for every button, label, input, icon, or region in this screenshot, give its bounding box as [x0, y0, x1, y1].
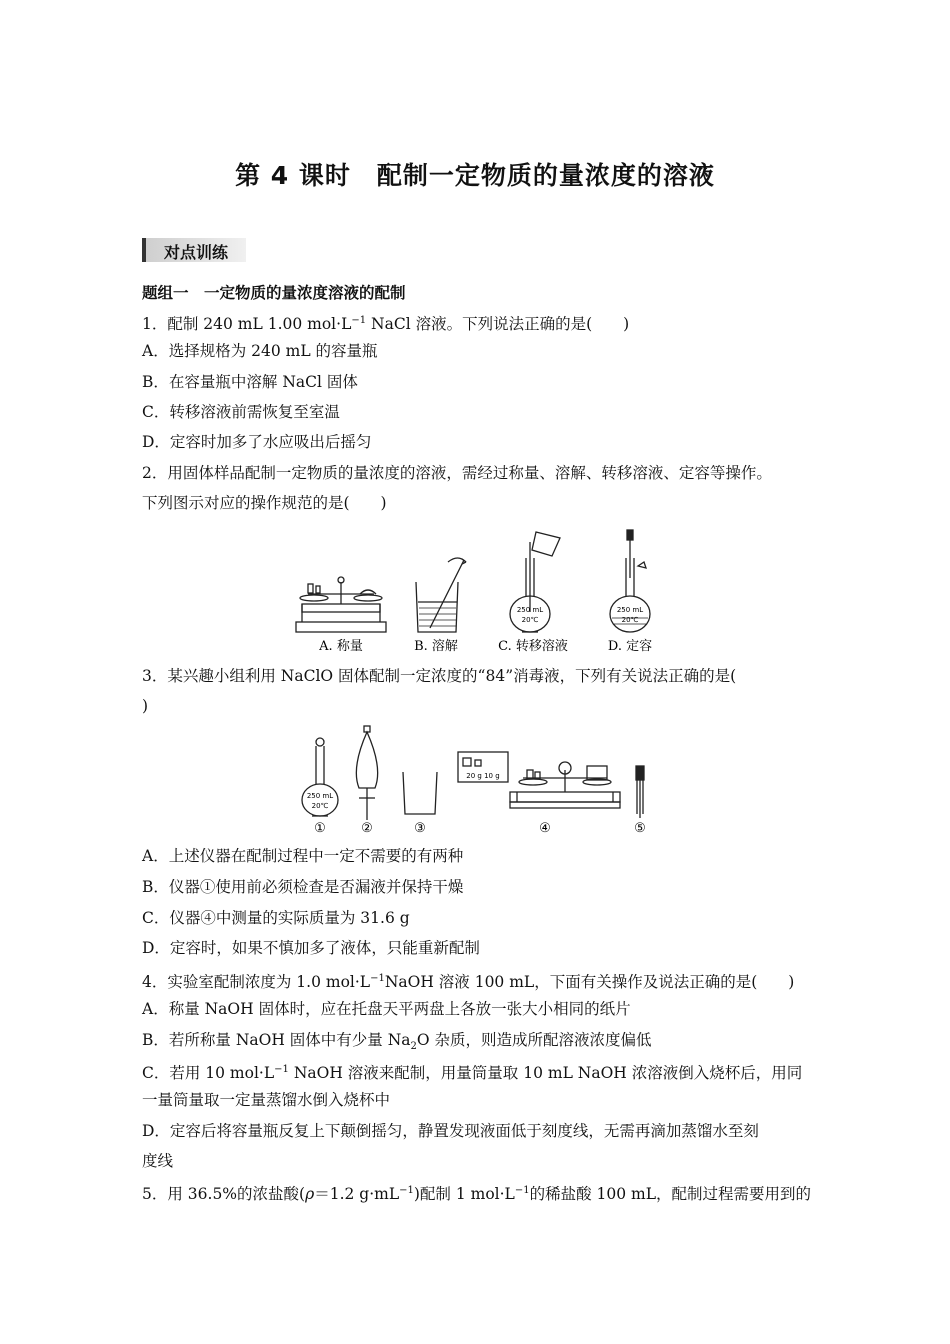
- flask-temp-c: 20℃: [521, 616, 539, 624]
- caption-a: A. 称量: [319, 639, 363, 654]
- q3-flask-label: 250 mL: [306, 792, 334, 800]
- caption-b: B. 溶解: [414, 639, 458, 654]
- flask-temp-d: 20℃: [621, 616, 639, 624]
- q1-option-b: B．在容量瓶中溶解 NaCl 固体: [142, 373, 358, 391]
- label-3: ③: [414, 821, 426, 836]
- q1-option-d: D．定容时加多了水应吸出后摇匀: [142, 433, 372, 451]
- q3-option-b: B．仪器①使用前必须检查是否漏液并保持干燥: [142, 878, 464, 896]
- dropper-icon: [636, 766, 644, 818]
- q1-option-a: A．选择规格为 240 mL 的容量瓶: [142, 342, 378, 360]
- label-1: ①: [314, 821, 326, 836]
- section-tag-label: 对点训练: [164, 243, 229, 262]
- q5-stem: 5．用 36.5%的浓盐酸(ρ＝1.2 $g\cdot mL^{-1}$)配制 1 $mol\cdot L^{-1}$的稀盐酸 100 mL，配制过程需要用到的: [142, 1185, 812, 1204]
- caption-c: C. 转移溶液: [498, 639, 568, 654]
- q4-option-d-line2: 度线: [142, 1152, 174, 1170]
- q4-option-c-line2: 一量筒量取一定量蒸馏水倒入烧杯中: [142, 1091, 391, 1109]
- q4-option-a: A．称量 NaOH 固体时，应在托盘天平两盘上各放一张大小相同的纸片: [142, 1000, 631, 1018]
- flask-label-c: 250 mL: [516, 606, 544, 614]
- q4-option-c-line1: C．若用 10 $mol\cdot L^{-1}$ NaOH 溶液来配制，用量筒量取 10 mL NaOH 浓溶液倒入烧杯后，用同: [142, 1064, 803, 1083]
- beaker-stirring-icon: [416, 558, 466, 632]
- q2-figure: [288, 522, 668, 658]
- label-2: ②: [361, 821, 373, 836]
- q2-stem-line1: 2．用固体样品配制一定物质的量浓度的溶液，需经过称量、溶解、转移溶液、定容等操作。: [142, 464, 772, 482]
- q1-stem: 1．配制 240 mL 1.00 $mol\cdot L^{-1}$ NaCl 溶液。下列说法正确的是( ): [142, 315, 630, 334]
- separatory-funnel-icon: [356, 726, 377, 820]
- balance-icon: [296, 577, 386, 632]
- q4-option-d-line1: D．定容后将容量瓶反复上下颠倒摇匀，静置发现液面低于刻度线，无需再滴加蒸馏水至刻: [142, 1122, 759, 1140]
- label-4: ④: [539, 821, 551, 836]
- q3-figure: [295, 722, 665, 840]
- q4-option-b: B．若所称量 NaOH 固体中有少量 $Na_2O$ 杂质，则造成所配溶液浓度偏低: [142, 1031, 652, 1053]
- weights-label: 20 g 10 g: [466, 772, 500, 780]
- group-heading: 题组一 一定物质的量浓度溶液的配制: [142, 284, 406, 302]
- platform-balance-icon: [458, 752, 620, 808]
- q1-option-c: C．转移溶液前需恢复至室温: [142, 403, 340, 421]
- label-5: ⑤: [634, 821, 646, 836]
- q2-stem-line2: 下列图示对应的操作规范的是( ): [142, 494, 387, 512]
- q3-option-c: C．仪器④中测量的实际质量为 31.6 g: [142, 909, 410, 927]
- q4-stem: 4．实验室配制浓度为 1.0 $mol\cdot L^{-1}NaOH$ 溶液 100 mL，下面有关操作及说法正确的是( ): [142, 973, 795, 992]
- beaker-icon: [403, 772, 437, 814]
- flask-label-d: 250 mL: [616, 606, 644, 614]
- caption-d: D. 定容: [607, 639, 653, 654]
- section-tag: [142, 238, 246, 262]
- q3-option-d: D．定容时，如果不慎加多了液体，只能重新配制: [142, 939, 480, 957]
- q3-stem-line1: 3．某兴趣小组利用 NaClO 固体配制一定浓度的“84”消毒液，下列有关说法正确的是(: [142, 667, 737, 685]
- q3-flask-temp: 20℃: [311, 802, 329, 810]
- page-title: 第 4 课时 配制一定物质的量浓度的溶液: [235, 161, 715, 190]
- q3-option-a: A．上述仪器在配制过程中一定不需要的有两种: [142, 847, 464, 865]
- q3-stem-line2: ): [142, 697, 149, 715]
